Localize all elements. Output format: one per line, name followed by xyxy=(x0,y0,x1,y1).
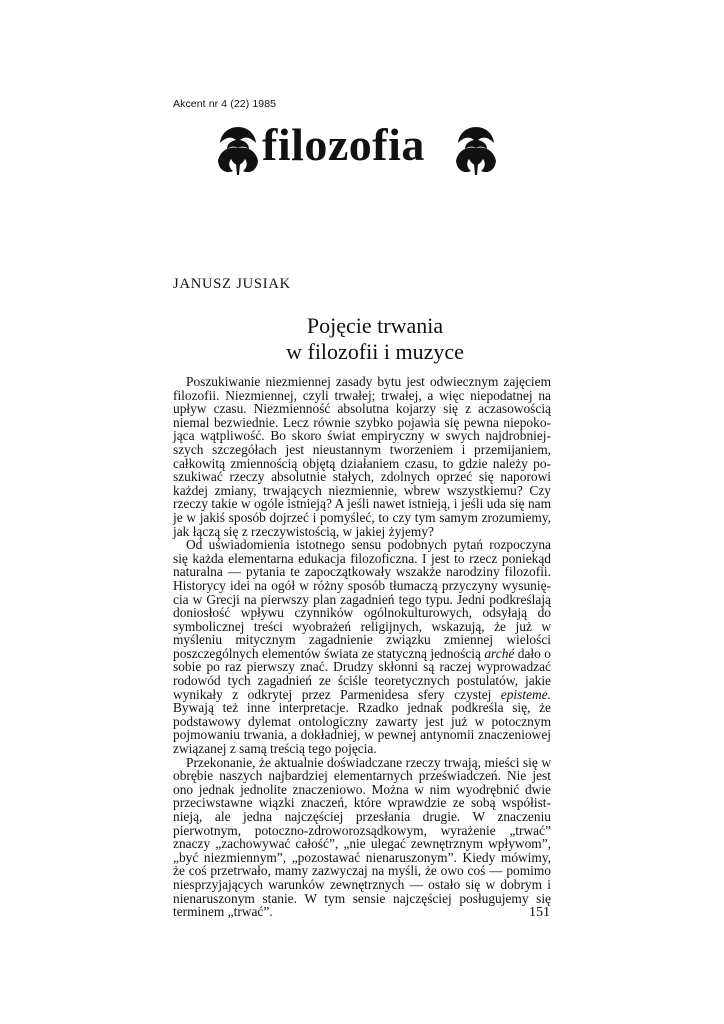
paragraph xyxy=(173,375,551,538)
article-body xyxy=(173,375,551,919)
paragraph xyxy=(173,756,551,919)
text-run: Przekonanie, że aktualnie doświadczane rzeczy trwają, mieści się w obrębie naszych najbardziej elementarnych przeświadczeń. Nie jest ono jednak jednolite znaczeniowo. Można w nim wyodrębnić dwie przeciwstawne wiązki znaczeń, które wprawdzie ze sobą współistnieją, ale jedna najczęściej przesłania drugie. W znaczeniu pierwotnym, potoczno-zdroworozsądkowym, wyrażenie „trwać” znaczy „zachowywać całość”, „nie ulegać zewnętrznym wpływom”, „być niezmiennym”, „pozostawać nienaruszonym”. Kiedy mówimy, że coś przetrwało, mamy zazwyczaj na myśli, że owo coś — pomimo niesprzyjających warunków zewnętrznych — ostało się w dobrym i nienaruszonym stanie. W tym sensie najczęściej posługujemy się terminem „trwać”. xyxy=(173,754,551,920)
italic-term: episteme. xyxy=(500,686,551,702)
article-title-line-1: Pojęcie trwania xyxy=(306,313,444,338)
text-run: Bywają też inne interpretacje. Rzadko jednak podkreśla się, że podstawowy dylemat ontologiczny zawarty jest już w potocznym pojmowaniu trwania, a dokładniej, w pewnej antynomii znaczeniowej związanej z samą treścią tego pojęcia. xyxy=(173,700,551,757)
page-number: 151 xyxy=(529,905,550,920)
section-header xyxy=(215,118,505,180)
article-title-line-2: w filozofii i muzyce xyxy=(286,339,464,364)
paragraph xyxy=(173,538,551,756)
text-run: Od uświadomienia istotnego sensu podobnych pytań rozpoczyna się każda elementarna edukacja filozoficzna. I jest to rzecz poniekąd naturalna — pytania te zapoczątkowały wszakże narodziny filozofii. Historycy idei na ogół w różny sposób tłumaczą przyczyny wysunięcia w Grecji na pierwszy plan zagadnień tego typu. Jedni podkreślają doniosłość wpływu czynników ogólnokulturowych, odsyłają do symbolicznej treści wyobrażeń religijnych, wskazują, że już w myśleniu mitycznym zagadnienie związku zmiennej wielości poszczególnych elementów świata ze statyczną jednością xyxy=(173,537,551,661)
text-run: dało o sobie po raz pierwszy znać. Drudzy skłonni są raczej wyprowadzać rodowód tych zagadnień ze ściśle teoretycznych postulatów, jakie wynikały z odkrytej przez Parmenidesa sfery czystej xyxy=(173,645,551,702)
text-run: Poszukiwanie niezmiennej zasady bytu jest odwiecznym zajęciem filozofii. Niezmiennej, czyli trwałej; trwałej, a więc niepodatnej na upływ czasu. Niezmienność absolutna kojarzy się z aczasowością niemal bezwiednie. Lecz równie szybko pojawia się pewna niepokojąca wątpliwość. Bo skoro świat empiryczny w swych najdrobniejszych szczegółach jest nieustannym tworzeniem i przemijaniem, całkowitą zmiennością objętą działaniem czasu, to gdzie należy poszukiwać rzeczy absolutnie stałych, zdolnych oprzeć się naporowi każdej zmiany, trwających niezmiennie, wbrew wszystkiemu? Czy rzeczy takie w ogóle istnieją? A jeśli nawet istnieją, i jeśli uda się nam je w jakiś sposób dojrzeć i pomyśleć, to czy tym samym zrozumiemy, jak łączą się z rzeczywistością, w jakiej żyjemy? xyxy=(173,374,551,539)
fleuron-ornament-icon xyxy=(453,124,499,176)
author-name: JANUSZ JUSIAK xyxy=(173,276,291,292)
fleuron-ornament-icon xyxy=(215,124,261,176)
journal-info: Akcent nr 4 (22) 1985 xyxy=(173,98,277,110)
italic-term: arché xyxy=(484,645,515,661)
section-title: filozofia xyxy=(262,119,425,170)
